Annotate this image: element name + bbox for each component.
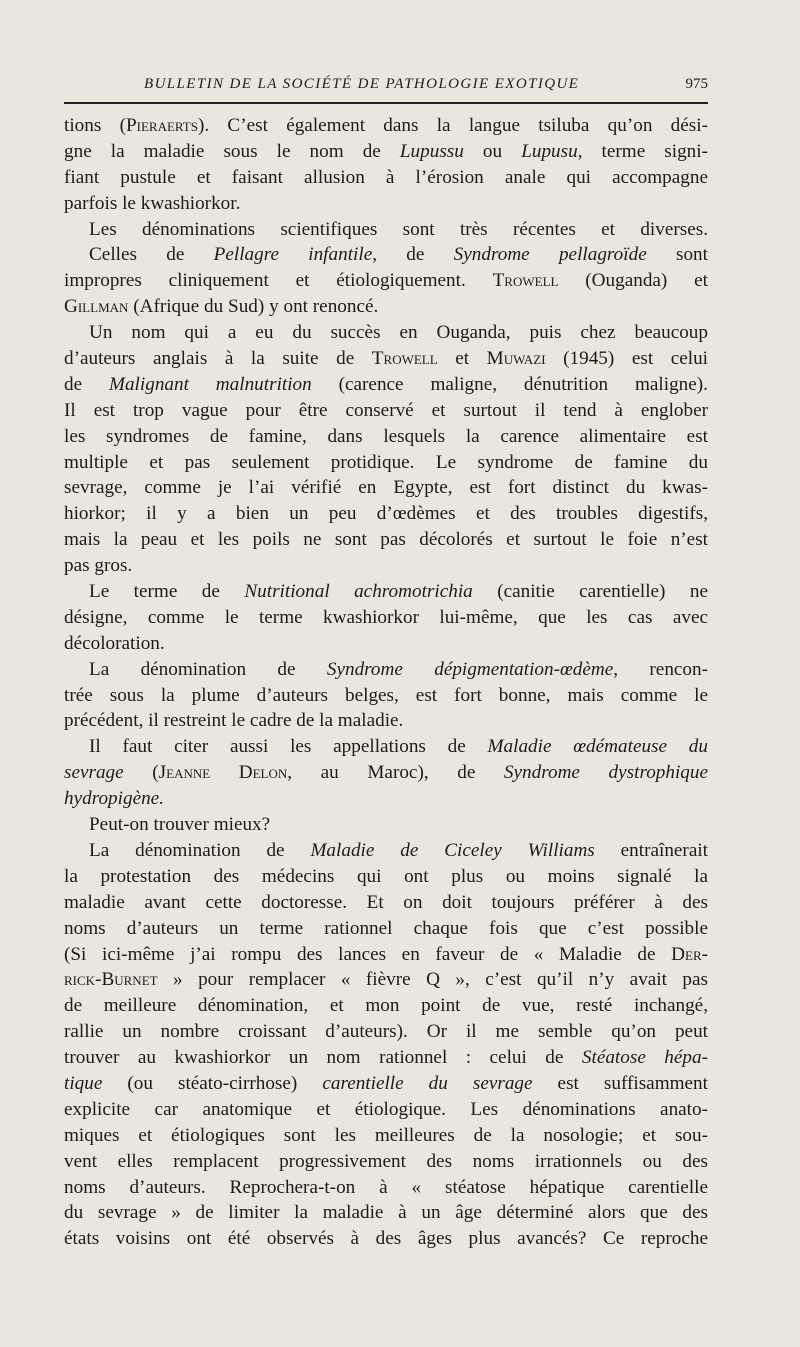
author-name: Pieraerts — [125, 115, 198, 136]
page-number: 975 — [685, 76, 708, 92]
text-run: , de — [372, 244, 454, 266]
italic-term: Lupussu — [399, 140, 464, 162]
text-line — [64, 113, 708, 139]
text-line — [64, 139, 708, 165]
text-run: sont — [646, 244, 708, 266]
italic-term: Syndrome dystrophique — [503, 762, 709, 784]
text-run: vent elles remplacent progressivement des noms irrationnels ou des — [64, 1150, 708, 1172]
text-run: entraînerait — [594, 839, 708, 861]
italic-term: Maladie œdémateuse du — [487, 736, 708, 758]
text-run: (Ouganda) et — [558, 270, 708, 292]
author-name: Muwazi — [486, 348, 546, 370]
text-run: ( — [123, 762, 159, 784]
text-line — [64, 657, 708, 683]
text-run: (ou stéato-cirrhose) — [102, 1072, 323, 1094]
italic-term: Stéatose hépa- — [581, 1047, 708, 1069]
text-line — [64, 631, 708, 657]
text-line — [64, 890, 708, 916]
text-line — [64, 993, 708, 1019]
text-line — [64, 320, 708, 346]
text-line — [64, 1071, 708, 1097]
text-line — [64, 217, 708, 243]
italic-term: Malignant malnutrition — [108, 373, 312, 395]
text-line — [64, 1149, 708, 1175]
text-line — [64, 967, 708, 993]
text-line — [64, 527, 708, 553]
text-run: La dénomination de — [89, 658, 327, 680]
text-run: Il faut citer aussi les appellations de — [89, 736, 488, 758]
text-run: les syndromes de famine, dans lesquels la carence alimentaire est — [64, 425, 708, 447]
text-run: d’auteurs anglais à la suite de — [64, 348, 372, 370]
text-run: impropres cliniquement et étiologiquement. — [64, 270, 493, 292]
text-run: trouver au kwashiorkor un nom rationnel : celui de — [64, 1047, 582, 1069]
text-line — [64, 605, 708, 631]
text-run: multiple et pas seulement protidique. Le syndrome de famine du — [64, 451, 708, 473]
text-line — [64, 165, 708, 191]
italic-term: Pellagre infantile — [213, 244, 373, 266]
text-run: Il est trop vague pour être conservé et surtout il tend à englober — [64, 399, 708, 421]
text-line — [64, 838, 708, 864]
text-run: états voisins ont été observés à des âges plus avancés? Ce reproche — [64, 1228, 708, 1250]
text-run: Un nom qui a eu du succès en Ouganda, puis chez beaucoup — [89, 322, 708, 344]
italic-term: carentielle du sevrage — [322, 1072, 533, 1094]
text-line — [64, 346, 708, 372]
text-line — [64, 242, 708, 268]
text-run: maladie avant cette doctoresse. Et on doit toujours préférer à des — [64, 891, 708, 913]
text-run: noms d’auteurs. Reprochera-t-on à « stéatose hépatique carentielle — [64, 1176, 708, 1198]
text-run: hiorkor; il y a bien un peu d’œdèmes et des troubles digestifs, — [64, 503, 708, 525]
text-run: du sevrage » de limiter la maladie à un âge déterminé alors que des — [64, 1202, 708, 1224]
text-line — [64, 786, 708, 812]
text-run: gne la maladie sous le nom de — [64, 140, 400, 162]
text-run: sevrage, comme je l’ai vérifié en Egypte, est fort distinct du kwas- — [64, 477, 708, 499]
text-line — [64, 683, 708, 709]
text-line — [64, 942, 708, 968]
text-line — [64, 191, 708, 217]
text-run: (1945) est celui — [545, 348, 709, 370]
text-run: ou — [463, 140, 522, 162]
running-title: BULLETIN DE LA SOCIÉTÉ DE PATHOLOGIE EXOTIQUE — [144, 76, 580, 92]
text-run: désigne, comme le terme kwashiorkor lui-même, que les cas avec — [64, 606, 708, 628]
text-run: est suffisamment — [532, 1072, 708, 1094]
text-line — [64, 372, 708, 398]
text-line — [64, 916, 708, 942]
text-line — [64, 475, 708, 501]
text-run: , terme signi- — [577, 140, 709, 162]
text-line — [64, 1123, 708, 1149]
italic-term: hydropigène. — [64, 788, 164, 810]
italic-term: Lupusu — [521, 140, 578, 162]
author-name: Trowell — [492, 270, 559, 292]
text-run: tions ( — [64, 115, 126, 136]
text-run: de meilleure dénomination, et mon point de vue, resté inchangé, — [64, 995, 708, 1017]
text-run: miques et étiologiques sont les meilleures de la nosologie; et sou- — [64, 1124, 708, 1146]
text-run: Peut-on trouver mieux? — [89, 814, 271, 836]
text-line — [64, 1097, 708, 1123]
text-run: fiant pustule et faisant allusion à l’érosion anale qui accompagne — [64, 166, 708, 188]
text-line — [64, 450, 708, 476]
text-line — [64, 1226, 708, 1252]
text-run: (carence maligne, dénutrition maligne). — [311, 373, 708, 395]
text-run: (Afrique du Sud) y ont renoncé. — [128, 296, 379, 318]
text-run: de — [64, 373, 109, 395]
italic-term: Maladie de Ciceley Williams — [310, 839, 595, 861]
text-line — [64, 1175, 708, 1201]
author-name: Gillman — [64, 296, 129, 318]
text-run: » pour remplacer « fièvre Q », c’est qu’il n’y avait pas — [157, 969, 708, 991]
italic-term: Syndrome pellagroïde — [453, 244, 647, 266]
text-run: (Si ici-même j’ai rompu des lances en faveur de « Maladie de — [64, 943, 672, 965]
text-line — [64, 812, 708, 838]
author-name: Der- — [671, 943, 708, 965]
text-run: parfois le kwashiorkor. — [64, 192, 241, 214]
page-header — [64, 72, 708, 102]
text-run: trée sous la plume d’auteurs belges, est fort bonne, mais comme le — [64, 684, 708, 706]
text-line — [64, 708, 708, 734]
text-run: rallie un nombre croissant d’auteurs). Or il me semble qu’on peut — [64, 1021, 708, 1043]
text-line — [64, 734, 708, 760]
text-line — [64, 268, 708, 294]
text-run: Celles de — [89, 244, 214, 266]
text-line — [64, 294, 708, 320]
text-run: Les dénominations scientifiques sont très récentes et diverses. — [89, 218, 708, 240]
text-line — [64, 579, 708, 605]
text-run: pas gros. — [64, 555, 133, 577]
text-run: la protestation des médecins qui ont plus ou moins signalé la — [64, 865, 708, 887]
author-name: Trowell — [371, 348, 438, 370]
article-body — [64, 113, 708, 1252]
text-run: (canitie carentielle) ne — [472, 581, 708, 603]
text-run: Le terme de — [89, 581, 245, 603]
text-run: La dénomination de — [89, 839, 311, 861]
text-line — [64, 864, 708, 890]
text-line — [64, 1200, 708, 1226]
text-run: , au Maroc), de — [287, 762, 504, 784]
text-run: , rencon- — [613, 658, 709, 680]
author-name: Jeanne Delon — [158, 762, 288, 784]
text-run: mais la peau et les poils ne sont pas décolorés et surtout le foie n’est — [64, 529, 708, 551]
text-line — [64, 553, 708, 579]
text-line — [64, 1019, 708, 1045]
italic-term: tique — [64, 1072, 103, 1094]
text-line — [64, 398, 708, 424]
text-run: explicite car anatomique et étiologique. Les dénominations anato- — [64, 1098, 708, 1120]
text-line — [64, 501, 708, 527]
italic-term: sevrage — [64, 762, 124, 784]
italic-term: Nutritional achromotrichia — [244, 581, 473, 603]
text-line — [64, 1045, 708, 1071]
text-run: ). C’est également dans la langue tsiluba qu’on dési- — [197, 115, 708, 136]
text-run: noms d’auteurs un terme rationnel chaque fois que c’est possible — [64, 917, 708, 939]
text-run: et — [437, 348, 487, 370]
text-run: décoloration. — [64, 632, 165, 654]
author-name: rick-Burnet — [64, 969, 158, 991]
italic-term: Syndrome dépigmentation-œdème — [326, 658, 614, 680]
header-rule — [64, 102, 708, 104]
text-line — [64, 760, 708, 786]
text-line — [64, 424, 708, 450]
text-run: précédent, il restreint le cadre de la maladie. — [64, 710, 404, 732]
